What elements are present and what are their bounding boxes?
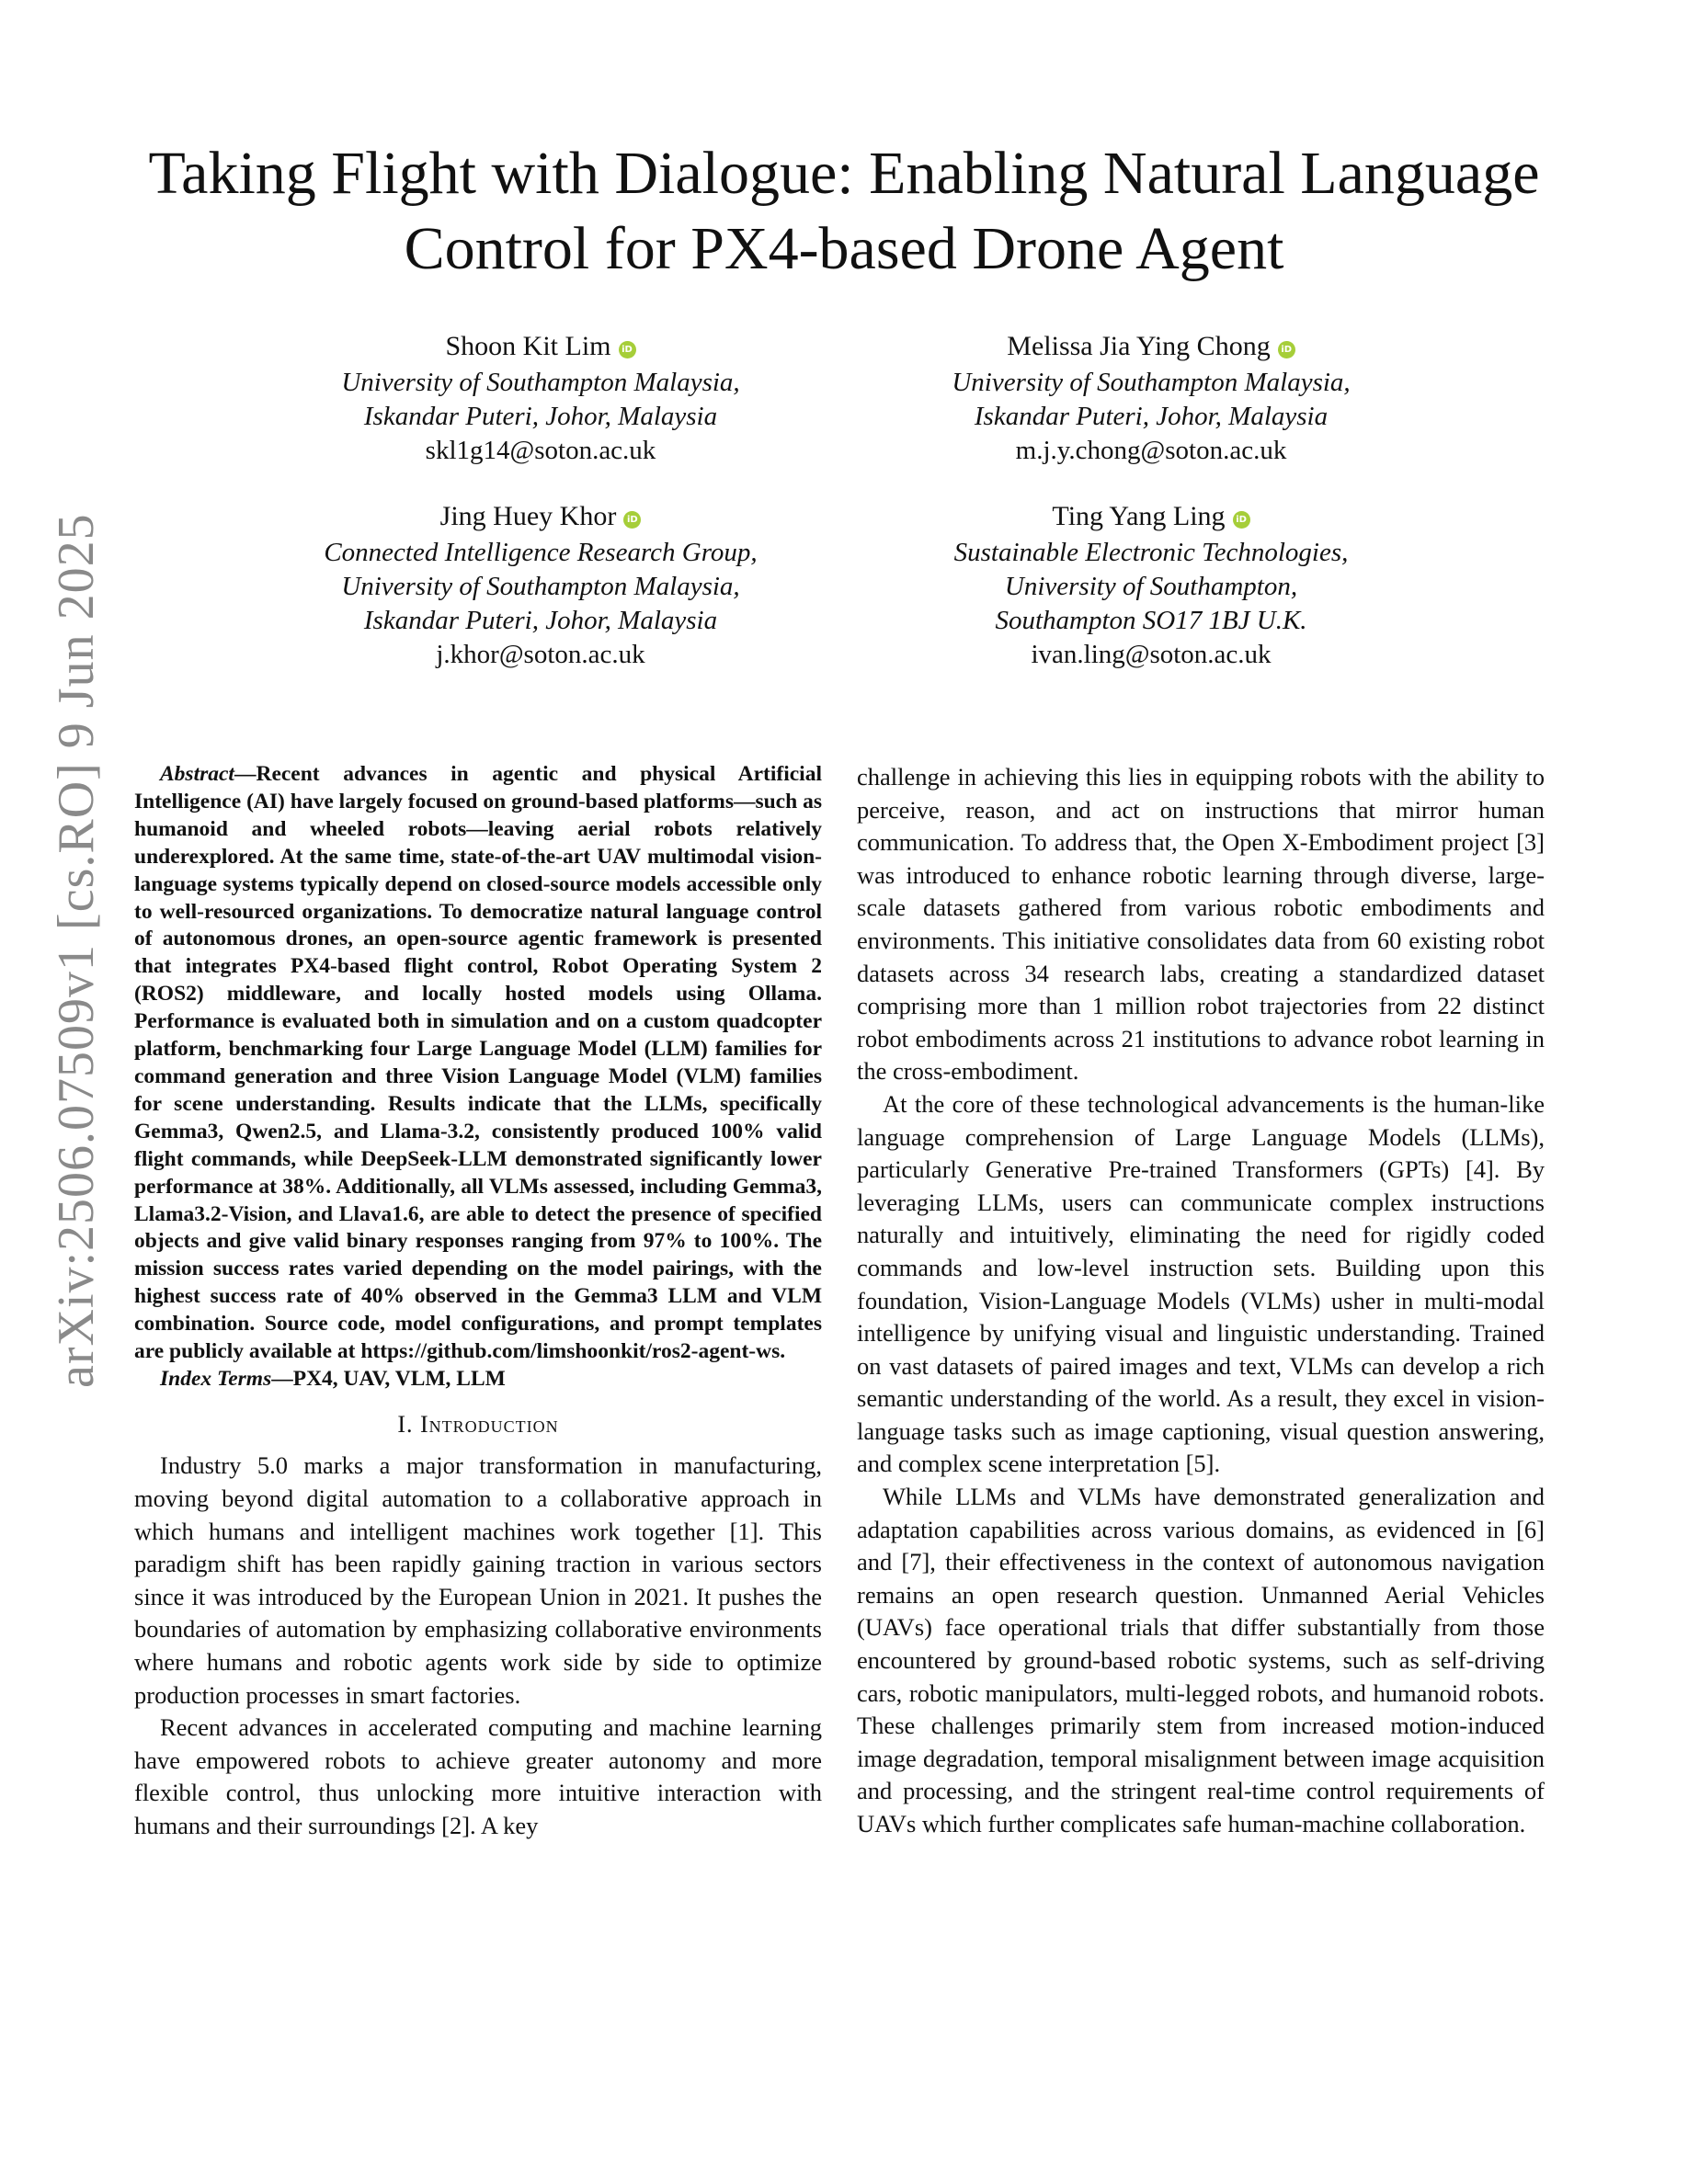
author-name: Ting Yang Ling (1052, 501, 1226, 531)
author-affiliation-line: Southampton SO17 1BJ U.K. (995, 606, 1307, 635)
author-block-1 (237, 327, 844, 468)
abstract (134, 761, 822, 1366)
paper-title: Taking Flight with Dialogue: Enabling Natural Language Control for PX4-based Drone Agent (148, 140, 1540, 282)
arxiv-identifier-stamp: arXiv:2506.07509v1 [cs.RO] 9 Jun 2025 (48, 513, 105, 1388)
author-block-2 (848, 327, 1454, 468)
author-email[interactable]: j.khor@soton.ac.uk (436, 640, 645, 669)
author-name: Melissa Jia Ying Chong (1007, 331, 1271, 361)
abstract-lead: Abstract (160, 762, 234, 786)
author-email[interactable]: m.j.y.chong@soton.ac.uk (1015, 436, 1287, 465)
body-paragraph: At the core of these technological advancements is the human-like language comprehension of Large Language Models (LLMs), particularly Generative Pre-trained Transformers (GPTs) [4]. By leveraging LLMs, users can communicate complex instructions naturally and intuitively, eliminating the need for rigidly coded commands and low-level instruction sets. Building upon this foundation, Vision-Language Models (VLMs) usher in multi-modal intelligence by unifying visual and linguistic understanding. Trained on vast datasets of paired images and text, VLMs can develop a rich semantic understanding of the world. As a result, they excel in vision-language tasks such as image captioning, visual question answering, and complex scene interpretation [5]. (857, 1089, 1545, 1478)
right-column (857, 761, 1545, 1841)
author-email[interactable]: skl1g14@soton.ac.uk (425, 436, 656, 465)
author-affiliation-line: University of Southampton Malaysia, (341, 572, 740, 601)
author-affiliation-line: Iskandar Puteri, Johor, Malaysia (974, 402, 1329, 431)
author-block-3 (237, 497, 844, 672)
index-terms-text: —PX4, UAV, VLM, LLM (271, 1366, 506, 1391)
author-name: Shoon Kit Lim (445, 331, 611, 361)
author-block-4 (848, 497, 1454, 672)
index-terms (134, 1366, 822, 1393)
author-affiliation-line: University of Southampton Malaysia, (952, 368, 1351, 397)
section-heading: I. Introduction (397, 1410, 559, 1438)
author-email[interactable]: ivan.ling@soton.ac.uk (1031, 640, 1272, 669)
body-paragraph: While LLMs and VLMs have demonstrated generalization and adaptation capabilities across various domains, as evidenced in [6] and [7], their effectiveness in the context of autonomous navigation remains an open research question. Unmanned Aerial Vehicles (UAVs) face operational trials that differ substantially from those encountered by ground-based robotic systems, such as self-driving cars, robotic manipulators, multi-legged robots, and humanoid robots. These challenges primarily stem from increased motion-induced image degradation, temporal misalignment between image acquisition and processing, and the stringent real-time control requirements of UAVs which further complicates safe human-machine collaboration. (857, 1483, 1545, 1837)
orcid-icon[interactable]: iD (619, 341, 636, 358)
author-name: Jing Huey Khor (439, 501, 617, 531)
orcid-icon[interactable]: iD (1233, 511, 1250, 529)
author-affiliation-line: Sustainable Electronic Technologies, (953, 538, 1349, 567)
body-paragraph: challenge in achieving this lies in equipping robots with the ability to perceive, reason, and act on instructions that mirror human communication. To address that, the Open X-Embodiment project [3] was introduced to enhance robotic learning through diverse, large-scale datasets gathered from various robotic embodiments and environments. This initiative consolidates data from 60 existing robot datasets across 34 research labs, creating a standardized dataset comprising more than 1 million robot trajectories from 22 distinct robot embodiments across 21 institutions to advance robot learning in the cross-embodiment. (857, 763, 1545, 1086)
body-paragraph: Industry 5.0 marks a major transformation in manufacturing, moving beyond digital automation to a collaborative approach in which humans and intelligent machines work together [1]. This paradigm shift has been rapidly gaining traction in various sectors since it was introduced by the European Union in 2021. It pushes the boundaries of automation by emphasizing collaborative environments where humans and robotic agents work side by side to optimize production processes in smart factories. (134, 1451, 822, 1709)
author-affiliation-line: University of Southampton, (1004, 572, 1298, 601)
author-affiliation-line: Connected Intelligence Research Group, (324, 538, 758, 567)
left-column (134, 761, 822, 1843)
orcid-icon[interactable]: iD (623, 511, 641, 529)
abstract-text: —Recent advances in agentic and physical Artificial Intelligence (AI) have largely focused on ground-based platforms—such as humanoid and wheeled robots—leaving aerial robots relatively underexplored. At the same time, state-of-the-art UAV multimodal vision-language systems typically depend on closed-source models accessible only to well-resourced organizations. To democratize natural language control of autonomous drones, an open-source agentic framework is presented that integrates PX4-based flight control, Robot Operating System 2 (ROS2) middleware, and locally hosted models using Ollama. Performance is evaluated both in simulation and on a custom quadcopter platform, benchmarking four Large Language Model (LLM) families for command generation and three Vision Language Model (VLM) families for scene understanding. Results indicate that the LLMs, specifically Gemma3, Qwen2.5, and Llama-3.2, consistently produced 100% valid flight commands, while DeepSeek-LLM demonstrated significantly lower performance at 38%. Additionally, all VLMs assessed, including Gemma3, Llama3.2-Vision, and Llava1.6, are able to detect the presence of specified objects and give valid binary responses ranging from 97% to 100%. The mission success rates varied depending on the model pairings, with the highest success rate of 40% observed in the Gemma3 LLM and VLM combination. Source code, model configurations, and prompt templates are publicly available at https://github.com/limshoonkit/ros2-agent-ws. (134, 762, 822, 1364)
index-terms-lead: Index Terms (160, 1366, 272, 1391)
author-affiliation-line: University of Southampton Malaysia, (341, 368, 740, 397)
author-affiliation-line: Iskandar Puteri, Johor, Malaysia (363, 606, 718, 635)
orcid-icon[interactable]: iD (1278, 341, 1295, 358)
author-affiliation-line: Iskandar Puteri, Johor, Malaysia (363, 402, 718, 431)
body-paragraph: Recent advances in accelerated computing and machine learning have empowered robots to achieve greater autonomy and more flexible control, thus unlocking more intuitive interaction with humans and their surroundings [2]. A key (134, 1713, 822, 1839)
